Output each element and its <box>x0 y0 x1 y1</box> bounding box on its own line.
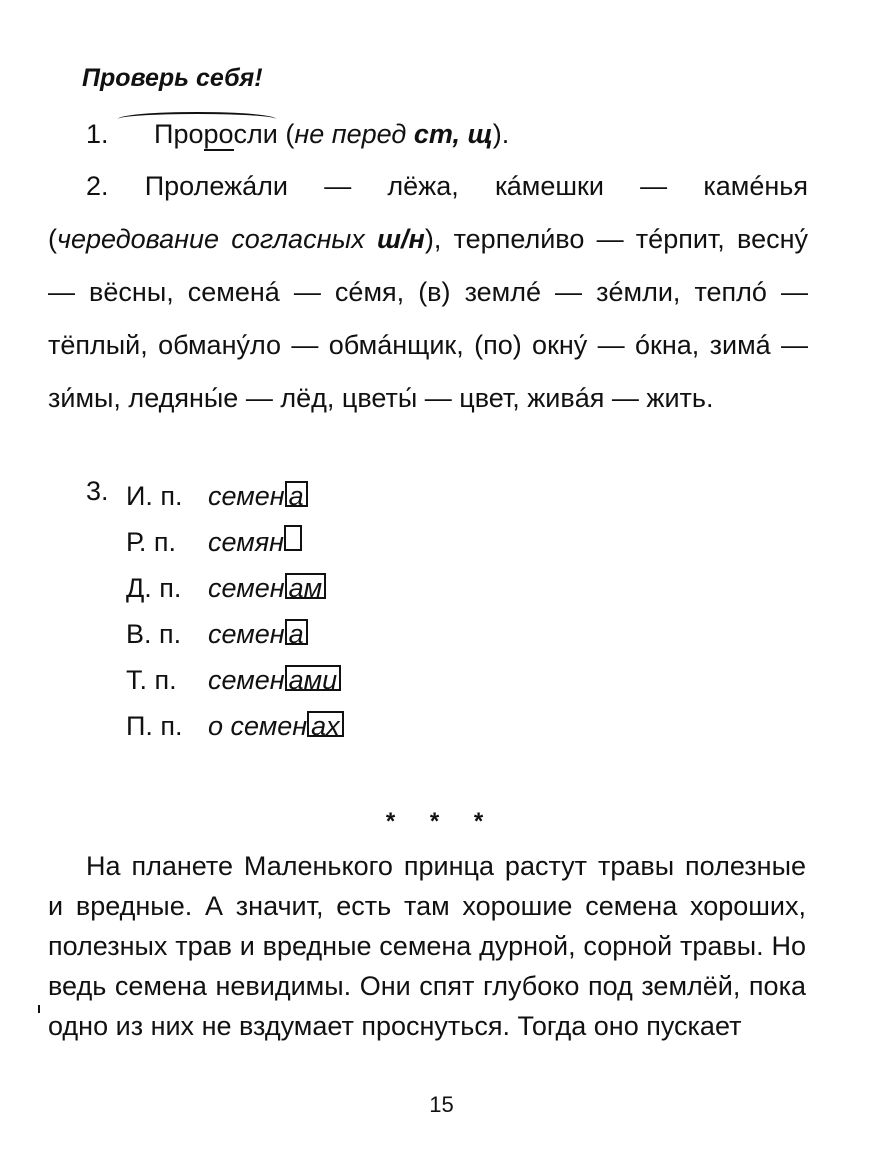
ending-box: ами <box>285 665 342 691</box>
word-prosli: Проросли <box>116 108 278 161</box>
alternation-note: чередование согласных <box>57 224 378 254</box>
page-heading: Проверь себя! <box>82 64 263 92</box>
declension-row: Р. п. семян <box>126 520 344 566</box>
exercise-3-number: 3. <box>86 476 109 506</box>
word-pairs-part-1: Пролежáли — лёжа, кáмешки — камéнья ( <box>48 171 808 254</box>
declension-row: И. п. семен а <box>126 474 344 520</box>
declension-row: Т. п. семен ами <box>126 658 344 704</box>
rule-letters: ст, щ <box>413 119 493 149</box>
ending-box: ам <box>285 573 327 599</box>
declension-row: Д. п. семен ам <box>126 566 344 612</box>
declension-row: В. п. семен а <box>126 612 344 658</box>
page-number: 15 <box>429 1092 454 1117</box>
exercise-2 <box>48 160 808 425</box>
alternation-letters: ш/н <box>377 224 425 254</box>
declension-row: П. п. о семен ах <box>126 704 344 750</box>
margin-mark <box>38 1005 40 1013</box>
rule-note: не перед <box>294 119 414 149</box>
exercise-number: 2. <box>86 171 109 201</box>
ending-box: а <box>285 619 308 645</box>
ending-box: а <box>285 481 308 507</box>
story-paragraph: На планете Маленького принца растут травы полезные и вредные. А значит, есть там хорошие семена хороших, полезных трав и вредные семена дурной, сорной травы. Но ведь семена невидимы. Они спят глубоко под землёй, пока одно из них не вздумает проснуться. Тогда оно пускает <box>48 851 806 1041</box>
exercise-1: 1. Проросли (не перед ст, щ). <box>48 108 808 161</box>
ending-box: ах <box>307 711 344 737</box>
ending-box <box>284 525 302 551</box>
word-pairs-part-2: ), терпели́во — тéрпит, весну́ — вёсны, семенá — сéмя, (в) землé — зéмли, теплó — тёплый, обману́ло — обмáнщик, (по) окну́ — óкна, зимá — зи́мы, ледяны́е — лёд, цветы́ — цвет, живáя — жить. <box>48 224 808 413</box>
section-separator: * * * <box>385 808 498 835</box>
exercise-number: 1. <box>86 119 109 149</box>
declension-table <box>126 474 344 750</box>
